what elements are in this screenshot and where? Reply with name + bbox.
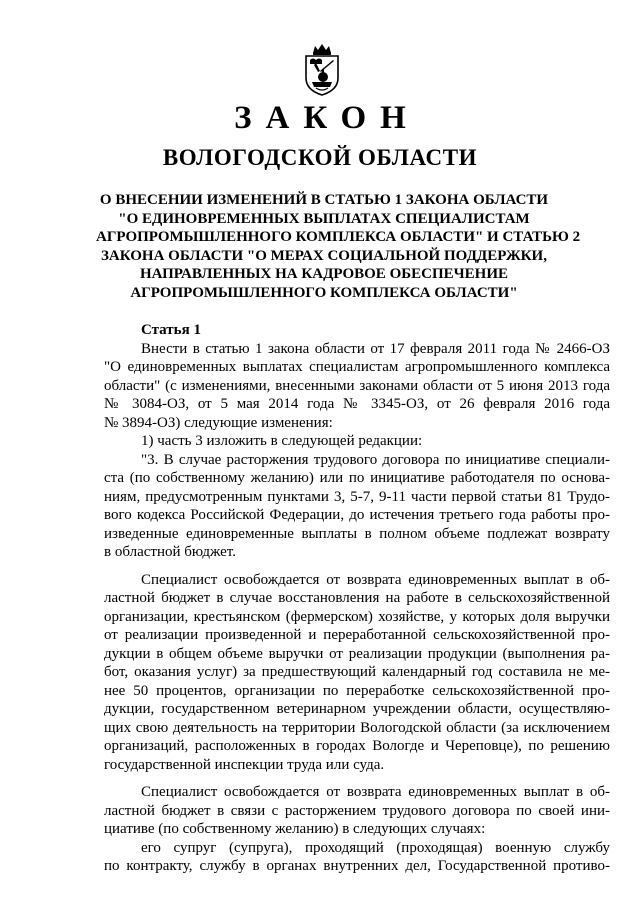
text-line: ластной бюджет в связи с расторжением трудового договора по своей ини- xyxy=(104,802,610,819)
text-line: ста (по собственному желанию) или по инициативе работодателя по основа- xyxy=(104,470,610,486)
region-title: ВОЛОГОДСКОЙ ОБЛАСТИ xyxy=(162,145,478,170)
text-line: изведенные единовременные выплаты в полном объеме подлежат возврату xyxy=(104,525,610,542)
text-line: "3. В случае расторжения трудового договора по инициативе специали- xyxy=(141,451,610,468)
paragraph-spacer xyxy=(104,774,610,783)
text-line: ластной бюджет в случае восстановления на работе в сельскохозяйственной xyxy=(104,590,610,606)
paragraph-part-3 xyxy=(104,451,610,562)
paragraph-amendment-intro xyxy=(104,340,610,433)
amendment-item-1: 1) часть 3 изложить в следующей редакции: xyxy=(141,433,423,449)
text-line: в областной бюджет. xyxy=(104,544,236,560)
text-line: Внести в статью 1 закона области от 17 февраля 2011 года № 2466-ОЗ xyxy=(141,340,610,357)
law-title: ЗАКОН xyxy=(234,100,420,136)
article-heading: Статья 1 xyxy=(141,322,201,338)
text-line: циативе (по собственному желанию) в следующих случаях: xyxy=(104,821,486,837)
text-line: № 3894-ОЗ) следующие изменения: xyxy=(104,414,333,431)
text-line: государственной инспекции труда или суда. xyxy=(104,756,385,773)
text-line: вого кодекса Российской Федерации, до истечения третьего года работы про- xyxy=(104,507,610,523)
text-line: щих свою деятельность на территории Вологодской области (за исключением xyxy=(104,719,610,736)
text-line: № 3084-ОЗ, от 5 мая 2014 года № 3345-ОЗ, от 26 февраля 2016 года xyxy=(104,396,610,412)
text-line: его супруг (супруга), проходящий (проходящая) военную службу xyxy=(141,839,610,856)
text-line: по контракту, службу в органах внутренних дел, Государственной противо- xyxy=(104,858,610,874)
text-line: области" (с изменениями, внесенными законами области от 5 июня 2013 года xyxy=(104,377,610,394)
text-line: нее 50 процентов, организации по переработке сельскохозяйственной про- xyxy=(104,682,610,699)
subject-line: АГРОПРОМЫШЛЕННОГО КОМПЛЕКСА ОБЛАСТИ" И СТАТЬЮ 2 xyxy=(96,229,581,245)
paragraph-exemption-reinstatement xyxy=(104,571,610,775)
law-body xyxy=(104,321,610,876)
text-line: Специалист освобождается от возврата единовременных выплат в об- xyxy=(141,784,610,800)
text-line: организаций, расположенных в городах Вологде и Череповце), по решению xyxy=(104,738,610,754)
text-line: дукции, государственном ветеринарном учреждении области, осуществляю- xyxy=(104,701,610,717)
text-line: ниям, предусмотренным пунктами 3, 5-7, 9-11 части первой статьи 81 Трудо- xyxy=(104,488,610,505)
text-line: дукции в общем объеме выручки от реализации продукции (выполнения ра- xyxy=(104,645,610,662)
text-line: от реализации произведенной и переработанной сельскохозяйственной про- xyxy=(104,627,610,643)
subject-line: ЗАКОНА ОБЛАСТИ "О МЕРАХ СОЦИАЛЬНОЙ ПОДДЕРЖКИ, xyxy=(101,247,547,264)
subject-line: АГРОПРОМЫШЛЕННОГО КОМПЛЕКСА ОБЛАСТИ" xyxy=(130,284,518,301)
paragraph-spacer xyxy=(104,562,610,571)
subject-line: "О ЕДИНОВРЕМЕННЫХ ВЫПЛАТАХ СПЕЦИАЛИСТАМ xyxy=(118,210,530,227)
paragraph-spouse-service xyxy=(104,839,610,876)
subject-line: О ВНЕСЕНИИ ИЗМЕНЕНИЙ В СТАТЬЮ 1 ЗАКОНА ОБЛАСТИ xyxy=(99,192,549,208)
paragraph-exemption-own-initiative xyxy=(104,783,610,839)
text-line: "О единовременных выплатах специалистам агропромышленного комплекса xyxy=(104,359,610,375)
text-line: бот, оказания услуг) за предшествующий календарный год составила не ме- xyxy=(104,664,610,680)
text-line: Специалист освобождается от возврата единовременных выплат в об- xyxy=(141,571,610,588)
text-line: организации, крестьянском (фермерском) хозяйстве, у которых доля выручки xyxy=(104,608,610,625)
law-subject-heading xyxy=(96,191,581,302)
coat-of-arms-icon xyxy=(303,44,341,96)
subject-line: НАПРАВЛЕННЫХ НА КАДРОВОЕ ОБЕСПЕЧЕНИЕ xyxy=(139,266,509,282)
